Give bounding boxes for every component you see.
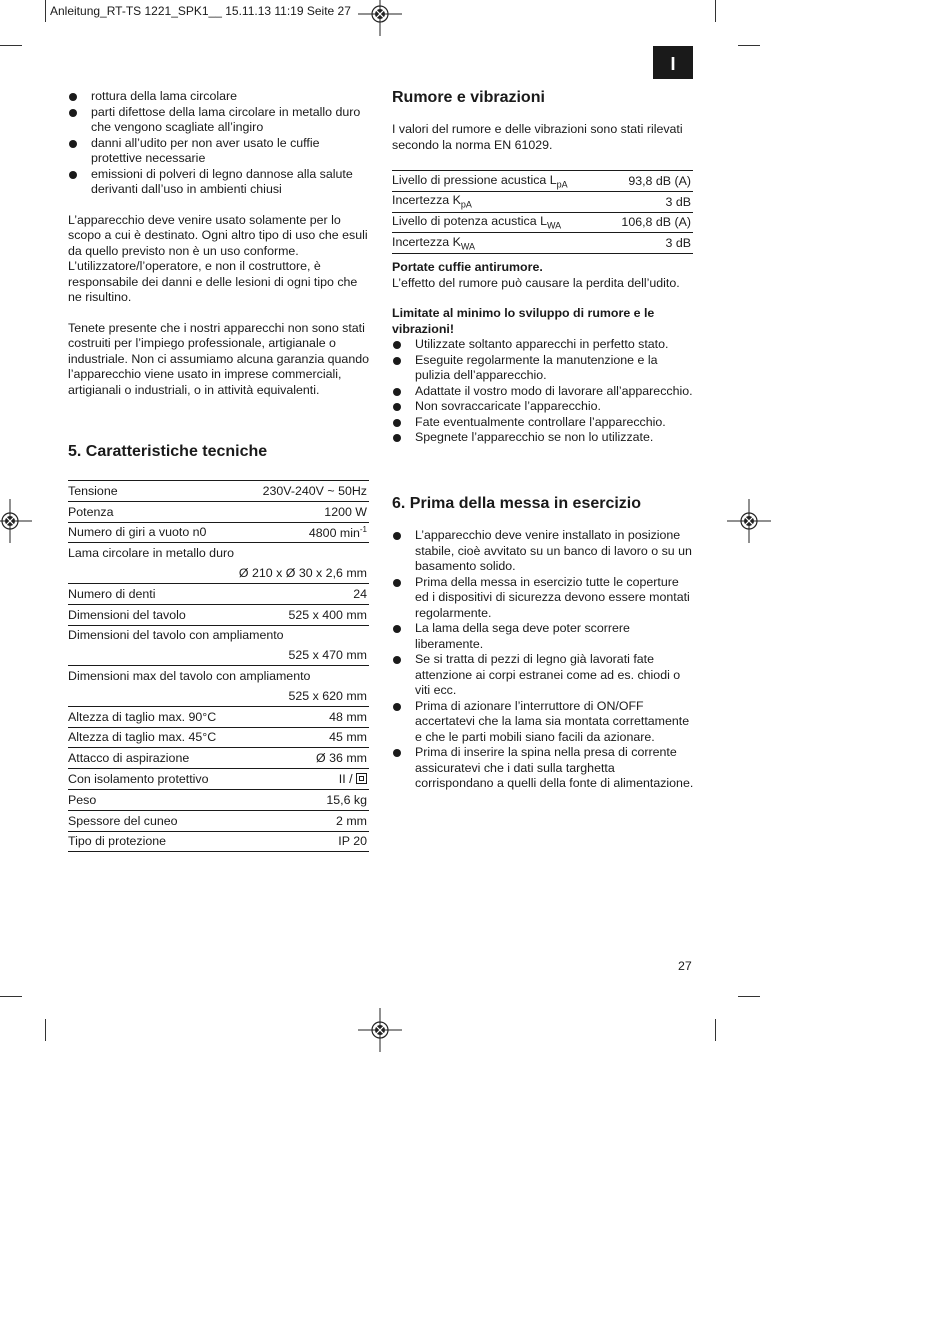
warranty-paragraph: Tenete presente che i nostri apparecchi non sono stati costruiti per l’impiego professionale, artigianale o industriale. Non ci assumiamo alcuna garanzia quando l’apparecchio viene usato in imprese commerciali, artigianali o industriali, o in attività equivalenti. [68, 320, 369, 397]
list-item: Eseguite regolarmente la manutenzione e la pulizia dell’apparecchio. [392, 353, 694, 384]
crop-mark [715, 1019, 716, 1041]
spec-label: Potenza [68, 504, 114, 519]
spec-value: 230V-240V ~ 50Hz [262, 483, 367, 498]
spec-label: Numero di denti [68, 586, 156, 601]
list-item: parti difettose della lama circolare in metallo duro che vengono scagliate all’ingiro [68, 105, 370, 136]
spec-value: 525 x 400 mm [288, 607, 367, 622]
spec-label [68, 686, 229, 706]
spec-label: Tipo di protezione [68, 834, 167, 849]
noise-intro: I valori del rumore e delle vibrazioni sono stati rilevati secondo la norma EN 61029. [392, 122, 683, 152]
spec-label: Spessore del cuneo [68, 813, 178, 828]
left-column [68, 89, 370, 398]
list-item: Non sovraccaricate l’apparecchio. [392, 399, 694, 415]
spec-label: Dimensioni del tavolo con ampliamento [68, 628, 284, 643]
list-item: rottura della lama circolare [68, 89, 370, 105]
noise-label: Livello di pressione acustica L [392, 172, 557, 187]
noise-label-sub: pA [460, 199, 472, 210]
spec-label [68, 563, 229, 583]
spec-label: Dimensioni del tavolo [68, 607, 186, 622]
language-tab: I [653, 46, 693, 79]
spec-value: 45 mm [329, 730, 367, 745]
spec-value: 4800 min [308, 526, 360, 541]
list-item: L’apparecchio deve venire installato in posizione stabile, cioè avvitato su un banco di lavoro o su un basamento solido. [392, 528, 694, 575]
commissioning-list [392, 528, 694, 792]
ear-protection-block [392, 260, 694, 446]
spec-label: Attacco di aspirazione [68, 751, 190, 766]
list-item: Utilizzate soltanto apparecchi in perfetto stato. [392, 337, 694, 353]
crop-mark [738, 996, 760, 997]
spec-value: 15,6 kg [326, 792, 367, 807]
protective-insulation-icon [356, 773, 367, 784]
list-item: La lama della sega deve poter scorrere liberamente. [392, 621, 694, 652]
section-title-noise: Rumore e vibrazioni [392, 89, 545, 106]
list-item: Prima di azionare l’interruttore di ON/OFF accertatevi che la lama sia montata correttamente e che le parti mobili siano facili da azionare. [392, 699, 694, 746]
spec-value: II / [338, 772, 356, 787]
spec-value: 2 mm [336, 813, 367, 828]
noise-label: Livello di potenza acustica L [392, 214, 547, 229]
crop-mark [738, 45, 760, 46]
spec-label: Con isolamento protettivo [68, 772, 209, 787]
noise-label-sub: WA [546, 220, 562, 231]
hazard-list [68, 89, 370, 198]
spec-value: Ø 36 mm [316, 751, 367, 766]
crop-mark [0, 45, 22, 46]
registration-mark-icon [0, 499, 32, 543]
list-item: Prima di inserire la spina nella presa di corrente assicuratevi che i dati sulla targhetta corrispondano a quelli della fonte di alimentazione. [392, 745, 694, 792]
ear-protection-heading: Portate cuffie antirumore. [392, 260, 543, 274]
noise-label-sub: WA [460, 241, 476, 252]
crop-mark [45, 0, 46, 22]
noise-label-sub: pA [556, 179, 568, 190]
list-item: emissioni di polveri di legno dannose alla salute derivanti dall’uso in ambienti chiusi [68, 167, 370, 198]
spec-value: 1200 W [324, 504, 367, 519]
noise-table-wrap [392, 170, 693, 254]
spec-label: Tensione [68, 483, 118, 498]
spec-label: Peso [68, 792, 97, 807]
intended-use-paragraph: L’apparecchio deve venire usato solamente per lo scopo a cui è destinato. Ogni altro tipo di uso che esuli da quello previsto non è un uso conforme. L’utilizzatore/l’operatore, e non il costruttore, è responsabile dei danni e delle lesioni di ogni tipo che ne risultino. [68, 212, 368, 304]
list-item: Adattate il vostro modo di lavorare all’apparecchio. [392, 384, 694, 400]
list-item: Prima della messa in esercizio tutte le coperture ed i dispositivi di sicurezza devono essere montati regolarmente. [392, 575, 694, 622]
noise-label: Incertezza K [392, 193, 461, 208]
noise-value: 3 dB [665, 236, 691, 251]
section-title-specs: 5. Caratteristiche tecniche [68, 443, 268, 460]
noise-label: Incertezza K [392, 235, 461, 250]
spec-label: Altezza di taglio max. 45°C [68, 730, 217, 745]
spec-value: 24 [353, 586, 367, 601]
crop-mark [0, 996, 22, 997]
noise-value: 3 dB [665, 194, 691, 209]
spec-value: Ø 210 x Ø 30 x 2,6 mm [238, 566, 367, 581]
page-number: 27 [678, 959, 692, 973]
list-item: Fate eventualmente controllare l’apparecchio. [392, 415, 694, 431]
specs-table [68, 480, 369, 852]
spec-value: IP 20 [338, 834, 367, 849]
section-title-commissioning: 6. Prima della messa in esercizio [392, 495, 642, 512]
specs-table-wrap [68, 480, 369, 852]
noise-table [392, 170, 693, 254]
registration-mark-icon [358, 0, 402, 36]
registration-mark-icon [727, 499, 771, 543]
spec-value-exponent: -1 [359, 524, 367, 534]
list-item: Se si tratta di pezzi di legno già lavorati fate attenzione ai corpi estranei come ad es. chiodi o viti ecc. [392, 652, 694, 699]
spec-label: Altezza di taglio max. 90°C [68, 709, 217, 724]
spec-label: Dimensioni max del tavolo con ampliamento [68, 669, 311, 684]
print-header: Anleitung_RT-TS 1221_SPK1__ 15.11.13 11:19 Seite 27 [50, 4, 351, 18]
list-item: danni all’udito per non aver usato le cuffie protettive necessarie [68, 136, 370, 167]
spec-label: Numero di giri a vuoto n0 [68, 525, 207, 540]
limit-noise-heading: Limitate al minimo lo sviluppo di rumore e le vibrazioni! [392, 306, 655, 336]
spec-value: 525 x 470 mm [288, 648, 367, 663]
limit-noise-list [392, 337, 694, 446]
registration-mark-icon [358, 1008, 402, 1052]
commissioning-block [392, 528, 694, 792]
list-item: Spegnete l’apparecchio se non lo utilizzate. [392, 430, 694, 446]
crop-mark [715, 0, 716, 22]
spec-value: 525 x 620 mm [288, 688, 367, 703]
crop-mark [45, 1019, 46, 1041]
noise-value: 106,8 dB (A) [621, 215, 691, 230]
spec-value: 48 mm [329, 709, 367, 724]
noise-value: 93,8 dB (A) [628, 173, 691, 188]
spec-label: Lama circolare in metallo duro [68, 546, 234, 561]
spec-label [68, 645, 229, 665]
ear-protection-text: L’effetto del rumore può causare la perdita dell’udito. [392, 275, 680, 290]
